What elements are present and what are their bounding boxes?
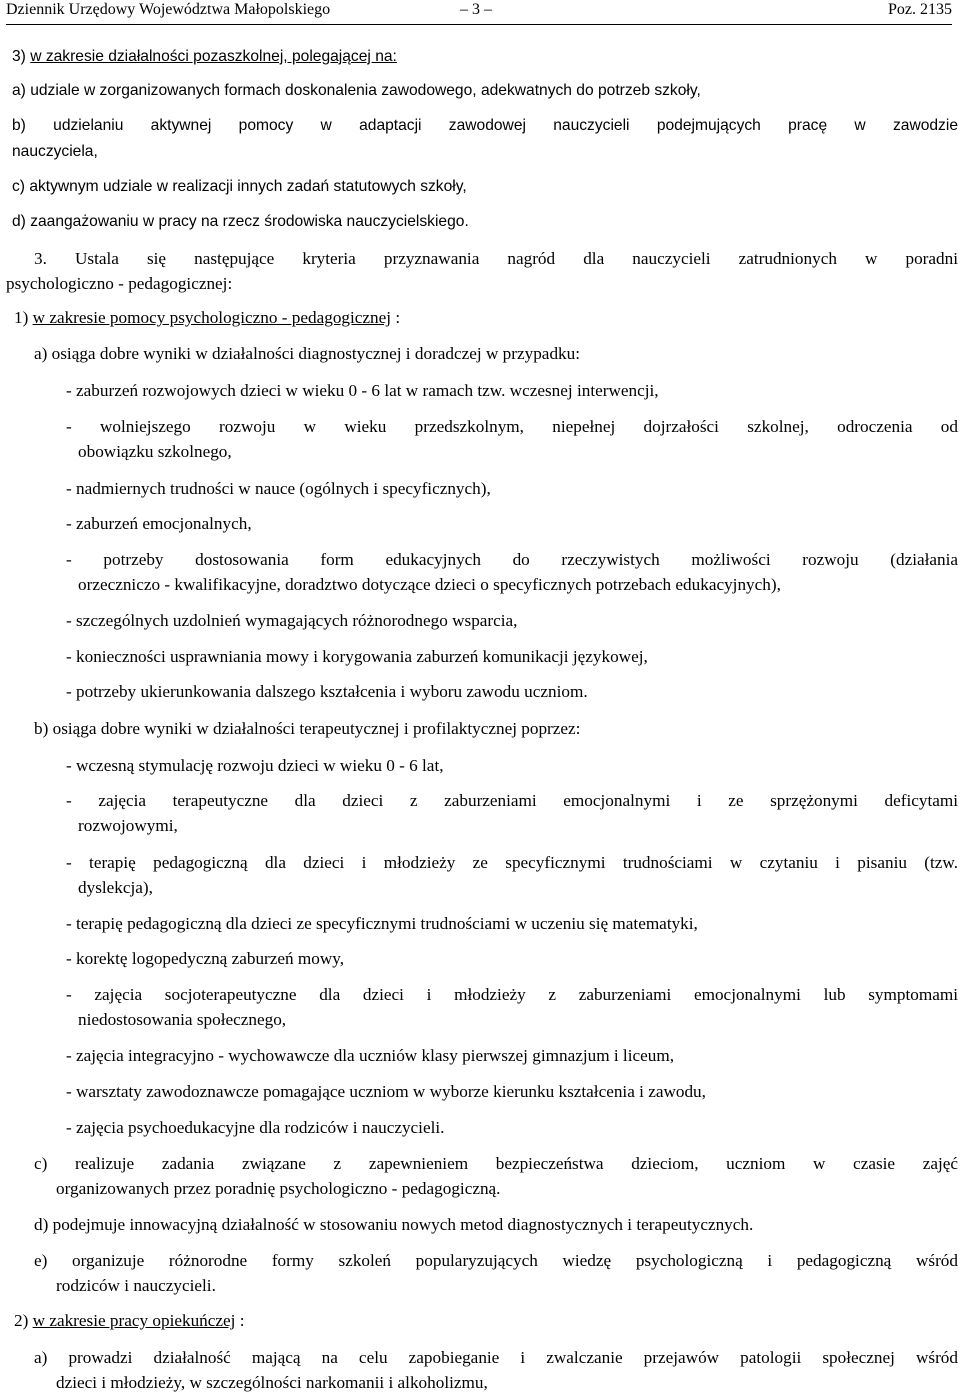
subsection-2-colon: : — [239, 1311, 245, 1330]
criterion-e-line-1: e) organizuje różnorodne formy szkoleń popularyzujących wiedzę psychologiczną i pedagogiczną wśród — [34, 1251, 958, 1270]
criterion-a-intro: a) osiąga dobre wyniki w działalności diagnostycznej i doradczej w przypadku: — [34, 344, 580, 363]
page-number: – 3 – — [460, 1, 492, 18]
item-3b-line-2: nauczyciela, — [12, 143, 98, 160]
criterion-a-item-5-line-1: - potrzeby dostosowania form edukacyjnych do rzeczywistych możliwości rozwoju (działania — [66, 550, 958, 569]
criterion-c-line-1: c) realizuje zadania związane z zapewnieniem bezpieczeństwa dzieciom, uczniom w czasie zajęć — [34, 1154, 958, 1173]
criterion-a-item-3: - nadmiernych trudności w nauce (ogólnych i specyficznych), — [66, 479, 491, 498]
criterion-a-item-8: - potrzeby ukierunkowania dalszego kształcenia i wyboru zawodu uczniom. — [66, 682, 588, 701]
item-3c: c) aktywnym udziale w realizacji innych zadań statutowych szkoły, — [12, 178, 467, 195]
criterion-a-item-2-line-1: - wolniejszego rozwoju w wieku przedszkolnym, niepełnej dojrzałości szkolnej, odroczenia od — [66, 417, 958, 436]
criterion-b-item-3-line-2: dyslekcja), — [78, 878, 153, 897]
criterion-a-item-4: - zaburzeń emocjonalnych, — [66, 514, 252, 533]
section-3-heading — [12, 46, 397, 68]
subsection-2-title: w zakresie pracy opiekuńczej — [32, 1311, 236, 1330]
criterion-b-item-2-line-2: rozwojowymi, — [78, 816, 178, 835]
criterion-a-item-5-line-2: orzeczniczo - kwalifikacyjne, doradztwo dotyczące dzieci o specyficznych potrzebach edukacyjnych), — [78, 575, 781, 594]
subsection-1-title: w zakresie pomocy psychologiczno - pedagogicznej — [32, 308, 392, 327]
criterion-c-line-2: organizowanych przez poradnię psychologiczno - pedagogiczną. — [56, 1179, 501, 1198]
page-header — [6, 0, 952, 25]
section-3-number: 3) — [12, 48, 26, 65]
subsection-1-number: 1) — [14, 308, 29, 327]
care-criterion-a-line-1: a) prowadzi działalność mającą na celu zapobieganie i zwalczanie przejawów patologii społecznej wśród — [34, 1348, 958, 1367]
criterion-b-item-2-line-1: - zajęcia terapeutyczne dla dzieci z zaburzeniami emocjonalnymi i ze sprzężonymi deficytami — [66, 791, 958, 810]
paragraph-3-line-1: 3. Ustala się następujące kryteria przyznawania nagród dla nauczycieli zatrudnionych w poradni — [34, 249, 958, 268]
criterion-b-item-9: - zajęcia psychoedukacyjne dla rodziców i nauczycieli. — [66, 1118, 445, 1137]
subsection-1-colon: : — [395, 308, 401, 327]
criterion-b-item-6-line-2: niedostosowania społecznego, — [78, 1010, 287, 1029]
criterion-a-item-7: - konieczności usprawniania mowy i korygowania zaburzeń komunikacji językowej, — [66, 647, 648, 666]
paragraph-3-line-2: psychologiczno - pedagogicznej: — [6, 274, 233, 293]
section-3-title: w zakresie działalności pozaszkolnej, polegającej na: — [30, 48, 397, 65]
care-criterion-a-line-2: dzieci i młodzieży, w szczególności narkomanii i alkoholizmu, — [56, 1373, 488, 1392]
position-number: Poz. 2135 — [888, 1, 952, 18]
criterion-b-item-7: - zajęcia integracyjno - wychowawcze dla uczniów klasy pierwszej gimnazjum i liceum, — [66, 1046, 674, 1065]
criterion-b-item-3-line-1: - terapię pedagogiczną dla dzieci i młodzieży ze specyficznymi trudnościami w czytaniu i pisaniu (tzw. — [66, 853, 958, 872]
journal-title: Dziennik Urzędowy Województwa Małopolskiego — [6, 1, 331, 18]
criterion-b-item-1: - wczesną stymulację rozwoju dzieci w wieku 0 - 6 lat, — [66, 756, 444, 775]
criterion-b-item-8: - warsztaty zawodoznawcze pomagające uczniom w wyborze kierunku kształcenia i zawodu, — [66, 1082, 706, 1101]
criterion-b-item-6-line-1: - zajęcia socjoterapeutyczne dla dzieci i młodzieży z zaburzeniami emocjonalnymi lub symptomami — [66, 985, 958, 1004]
criterion-d: d) podejmuje innowacyjną działalność w stosowaniu nowych metod diagnostycznych i terapeutycznych. — [34, 1215, 754, 1234]
subsection-2-heading — [14, 1310, 245, 1332]
item-3a: a) udziale w zorganizowanych formach doskonalenia zawodowego, adekwatnych do potrzeb szkoły, — [12, 82, 701, 99]
criterion-a-item-1: - zaburzeń rozwojowych dzieci w wieku 0 - 6 lat w ramach tzw. wczesnej interwencji, — [66, 381, 659, 400]
criterion-a-item-6: - szczególnych uzdolnień wymagających różnorodnego wsparcia, — [66, 611, 518, 630]
item-3b-line-1: b) udzielaniu aktywnej pomocy w adaptacji zawodowej nauczycieli podejmujących pracę w zawodzie — [12, 117, 958, 134]
criterion-b-intro: b) osiąga dobre wyniki w działalności terapeutycznej i profilaktycznej poprzez: — [34, 719, 581, 738]
item-3d: d) zaangażowaniu w pracy na rzecz środowiska nauczycielskiego. — [12, 213, 469, 230]
subsection-2-number: 2) — [14, 1311, 29, 1330]
criterion-b-item-5: - korektę logopedyczną zaburzeń mowy, — [66, 949, 345, 968]
subsection-1-heading — [14, 307, 400, 329]
criterion-b-item-4: - terapię pedagogiczną dla dzieci ze specyficznymi trudnościami w uczeniu się matematyki, — [66, 914, 698, 933]
criterion-a-item-2-line-2: obowiązku szkolnego, — [78, 442, 232, 461]
criterion-e-line-2: rodziców i nauczycieli. — [56, 1276, 216, 1295]
